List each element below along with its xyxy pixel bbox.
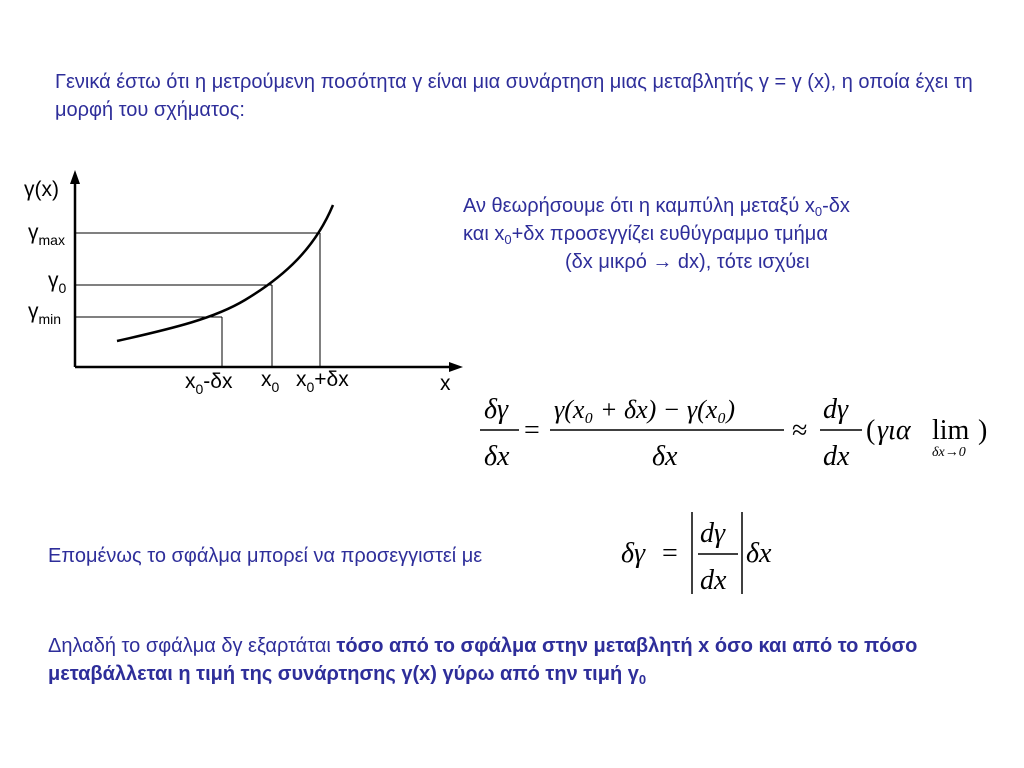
y-label-0: $\gamma_0$ (48, 269, 67, 296)
y-axis-label: γ(x) (24, 178, 59, 201)
conclusion-normal: Δηλαδή το σφάλμα δγ εξαρτάται (48, 635, 337, 657)
middle-denominator: δx (652, 441, 678, 472)
middle-numerator: γ(x₀ + δx) − γ(x₀) (554, 395, 735, 424)
y-label-max: $\gamma_{max}$ (28, 221, 65, 248)
gia-word: για (877, 415, 911, 446)
approx-line-3: (δx μικρό → dx), τότε ισχύει (565, 251, 810, 273)
conclusion-bold: τόσο από το σφάλμα στην μεταβλητή x όσο και από το πόσο μεταβάλλεται η τιμή της συνάρτησης γ(x) γύρω από την τιμή $\gamma_0$ (48, 635, 918, 687)
paren-close: ) (978, 415, 988, 446)
rhs-numerator: dγ (823, 394, 849, 425)
formula2-denominator: dx (700, 565, 727, 596)
conclusion-paragraph (48, 632, 1008, 688)
approx-line-1: Αν θεωρήσουμε ότι η καμπύλη μεταξύ $x_0-\delta x$ (463, 195, 850, 219)
lhs-denominator: δx (484, 441, 510, 472)
x-label-x0-minus-dx: $x_0-\delta x$ (185, 370, 233, 397)
lim-subscript: δx→0 (932, 445, 966, 460)
approx-sign: ≈ (792, 415, 808, 446)
formula2-rhs: δx (746, 538, 772, 569)
lim-word: lim (932, 415, 970, 446)
paren-open: ( (866, 415, 876, 446)
intro-paragraph: Γενικά έστω ότι η μετρούμενη ποσότητα γ είναι μια συνάρτηση μιας μεταβλητής γ = γ (x), η οποία έχει τη μορφή του σχήματος: (55, 71, 973, 121)
x-label-x0-plus-dx: $x_0+\delta x$ (296, 368, 349, 395)
lhs-numerator: δγ (484, 394, 509, 425)
x-label-x0: $x_0$ (261, 368, 280, 395)
rhs-denominator: dx (823, 441, 850, 472)
formula2-equals: = (662, 538, 678, 569)
formula2-numerator: dγ (700, 518, 726, 549)
approx-line-2: και $x_0+\delta x$ προσεγγίζει ευθύγραμμο τμήμα (463, 223, 828, 247)
x-axis-label: x (440, 372, 451, 395)
therefore-text: Επομένως το σφάλμα μπορεί να προσεγγιστεί με (48, 545, 483, 567)
y-label-min: $\gamma_{min}$ (28, 300, 62, 327)
equals-sign: = (524, 415, 540, 446)
formula2-lhs: δγ (621, 538, 646, 569)
